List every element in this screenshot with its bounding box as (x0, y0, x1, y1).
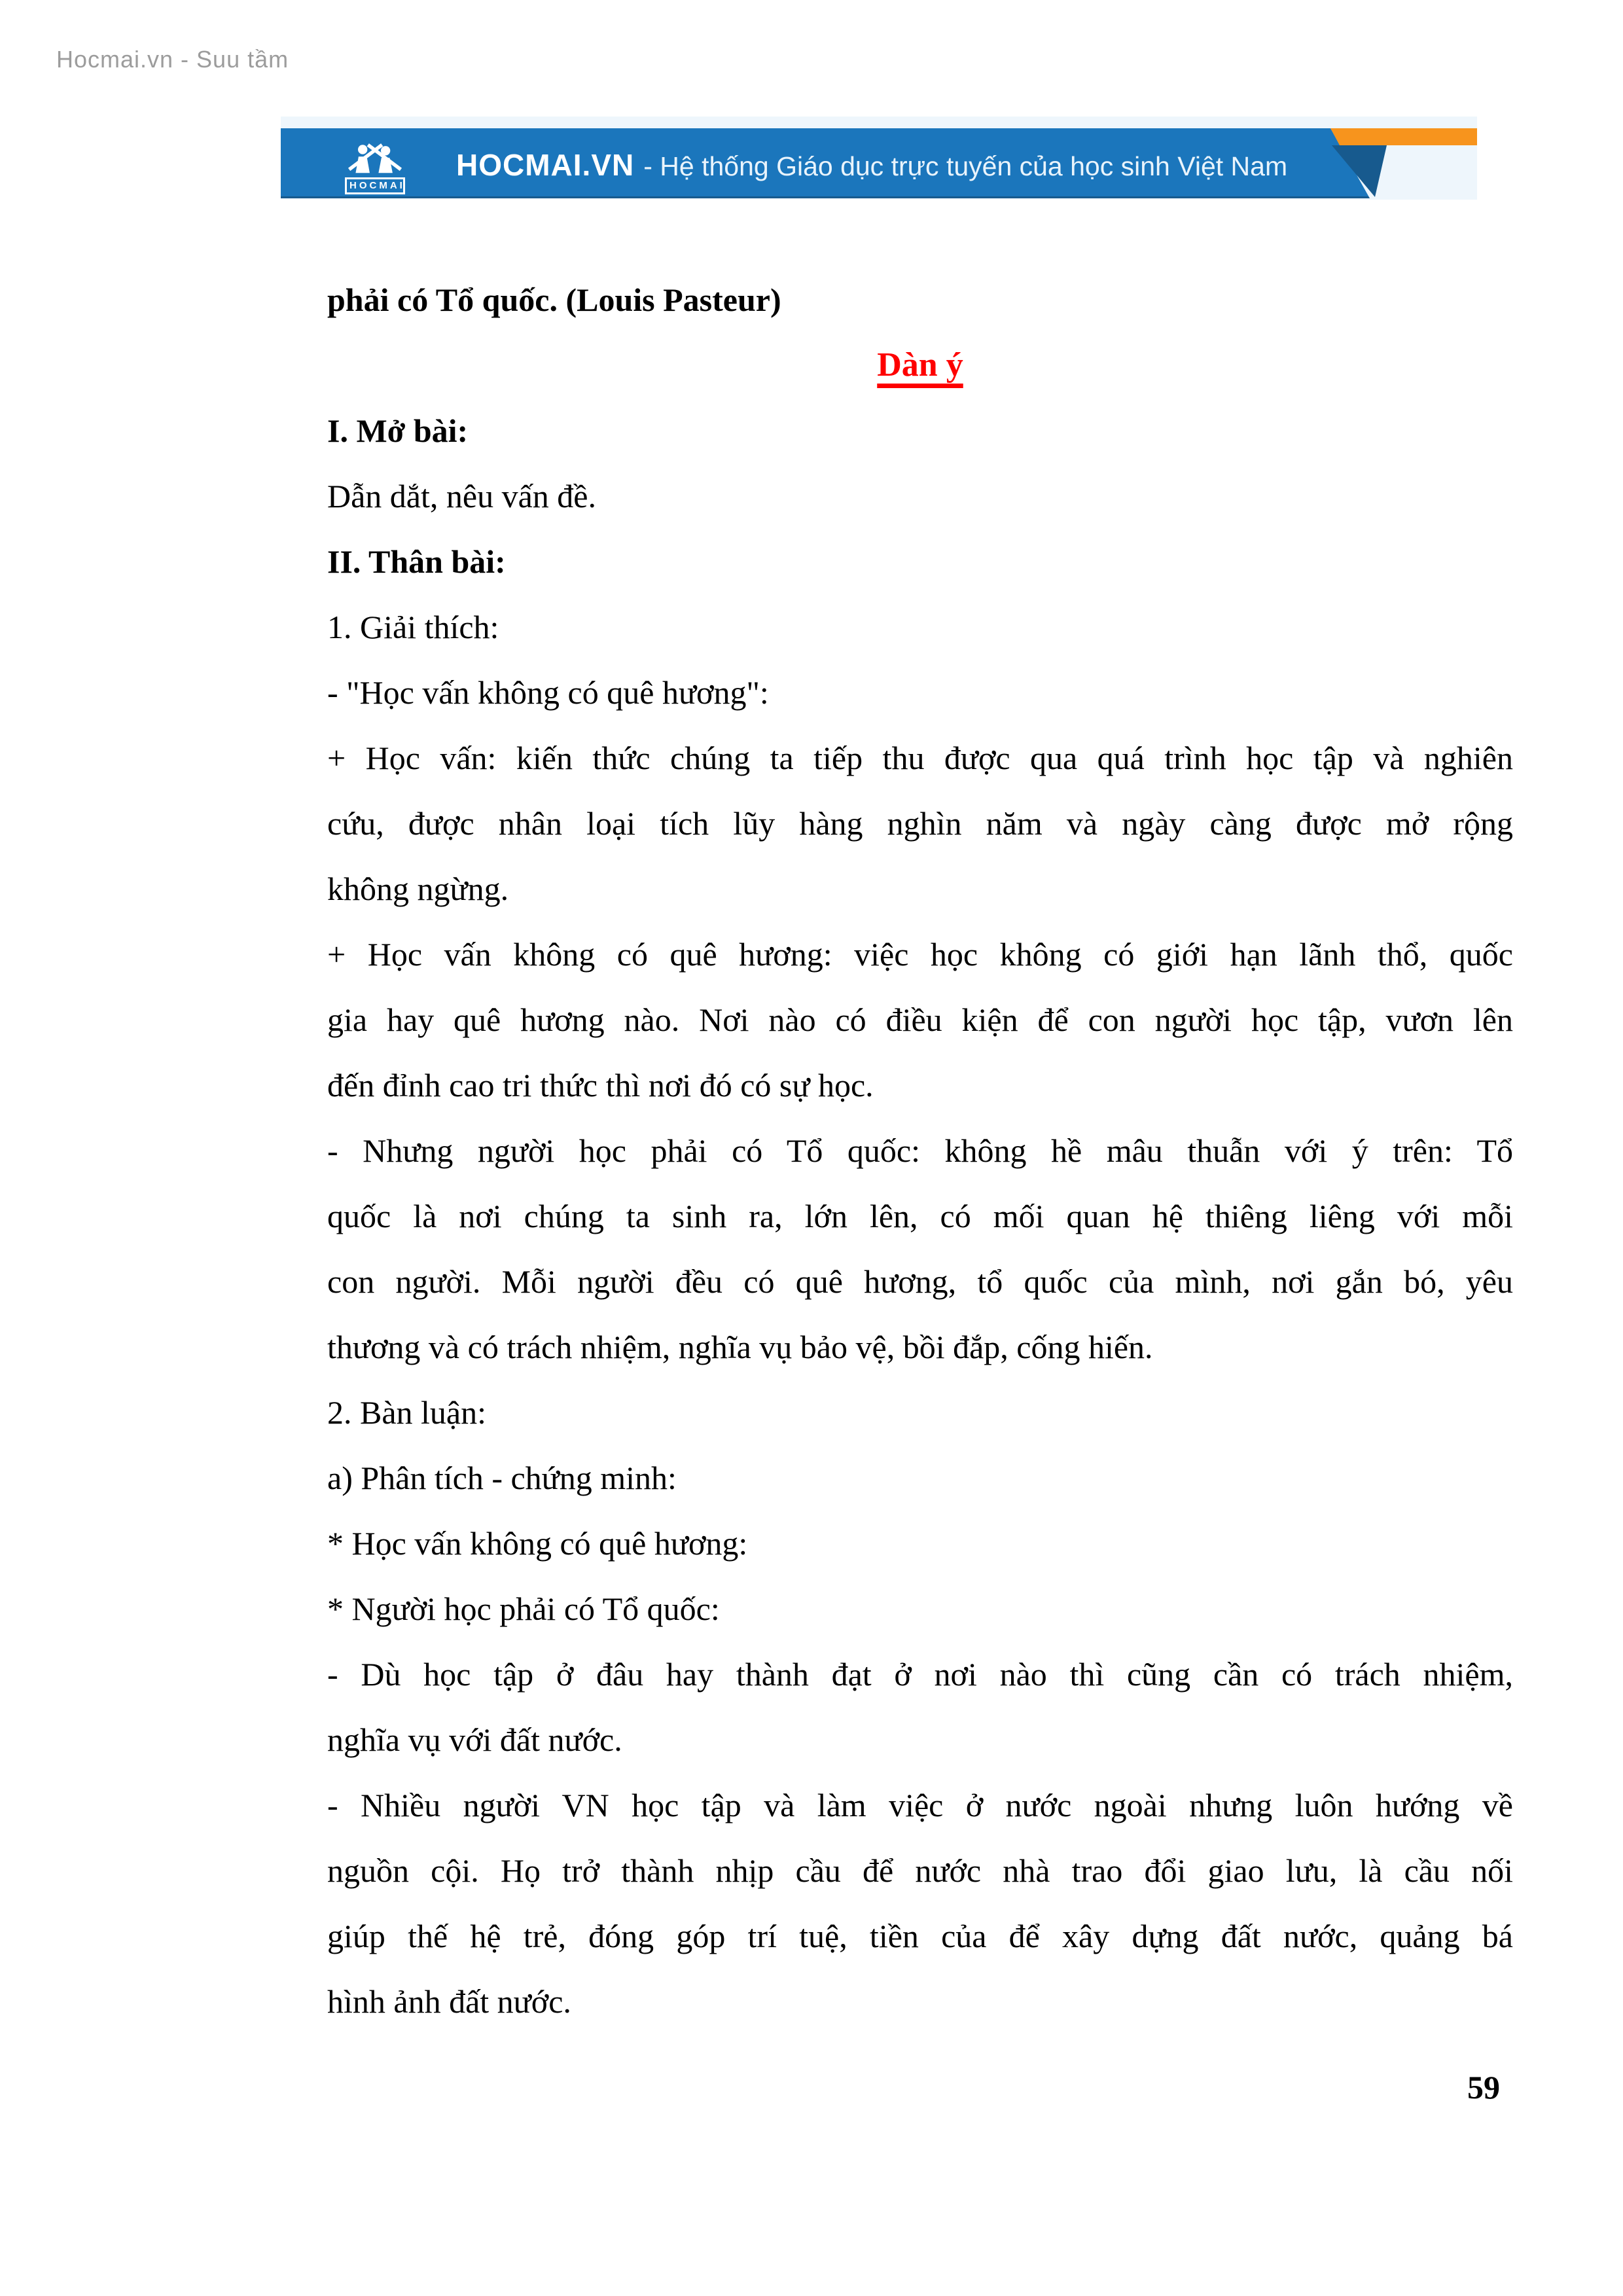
text-line: I. Mở bài: (327, 412, 469, 449)
text-line: phải có Tổ quốc. (Louis Pasteur) (327, 281, 781, 318)
watermark: Hocmai.vn - Suu tầm (56, 46, 289, 73)
text-line: thương và có trách nhiệm, nghĩa vụ bảo vệ, bồi đắp, cống hiến. (327, 1329, 1153, 1365)
text-line: - Dù học tập ở đâu hay thành đạt ở nơi nào thì cũng cần có trách nhiệm, (327, 1656, 1513, 1693)
text-line: - Nhiều người VN học tập và làm việc ở nước ngoài nhưng luôn hướng về (327, 1787, 1513, 1823)
text-line: 1. Giải thích: (327, 609, 499, 645)
logo-wordmark: HOCMAI (345, 177, 405, 194)
text-line: hình ảnh đất nước. (327, 1983, 571, 2020)
hocmai-logo (344, 140, 406, 194)
page-number: 59 (1467, 2069, 1500, 2106)
text-line: * Người học phải có Tổ quốc: (327, 1590, 720, 1627)
text-line: quốc là nơi chúng ta sinh ra, lớn lên, có mối quan hệ thiêng liêng với mỗi (327, 1198, 1513, 1234)
brand-tagline: - Hệ thống Giáo dục trực tuyến của học sinh Việt Nam (643, 151, 1288, 181)
text-line: cứu, được nhân loại tích lũy hàng nghìn năm và ngày càng được mở rộng (327, 805, 1513, 842)
text-line: II. Thân bài: (327, 543, 506, 580)
text-line: 2. Bàn luận: (327, 1394, 487, 1431)
document-lines (327, 267, 1513, 2034)
text-line: gia hay quê hương nào. Nơi nào có điều kiện để con người học tập, vươn lên (327, 1001, 1513, 1038)
text-line: con người. Mỗi người đều có quê hương, tổ quốc của mình, nơi gắn bó, yêu (327, 1263, 1513, 1300)
text-line: + Học vấn: kiến thức chúng ta tiếp thu được qua quá trình học tập và nghiên (327, 740, 1513, 776)
text-line: không ngừng. (327, 870, 509, 907)
two-children-icon (347, 140, 403, 175)
hocmai-header-banner (281, 117, 1477, 202)
text-line: Dàn ý (877, 346, 963, 384)
brand-name: HOCMAI.VN (456, 148, 635, 182)
banner-title-row (456, 147, 1287, 191)
text-line: + Học vấn không có quê hương: việc học không có giới hạn lãnh thổ, quốc (327, 936, 1513, 973)
text-line: a) Phân tích - chứng minh: (327, 1460, 677, 1496)
text-line: - Nhưng người học phải có Tổ quốc: không hề mâu thuẫn với ý trên: Tổ (327, 1132, 1513, 1169)
text-line: Dẫn dắt, nêu vấn đề. (327, 478, 596, 514)
text-line: nghĩa vụ với đất nước. (327, 1721, 622, 1758)
text-line: nguồn cội. Họ trở thành nhịp cầu để nước nhà trao đổi giao lưu, là cầu nối (327, 1852, 1513, 1889)
text-line: giúp thế hệ trẻ, đóng góp trí tuệ, tiền của để xây dựng đất nước, quảng bá (327, 1918, 1513, 1954)
text-line: - "Học vấn không có quê hương": (327, 674, 769, 711)
text-line: * Học vấn không có quê hương: (327, 1525, 748, 1562)
text-line: đến đỉnh cao tri thức thì nơi đó có sự học. (327, 1067, 874, 1103)
